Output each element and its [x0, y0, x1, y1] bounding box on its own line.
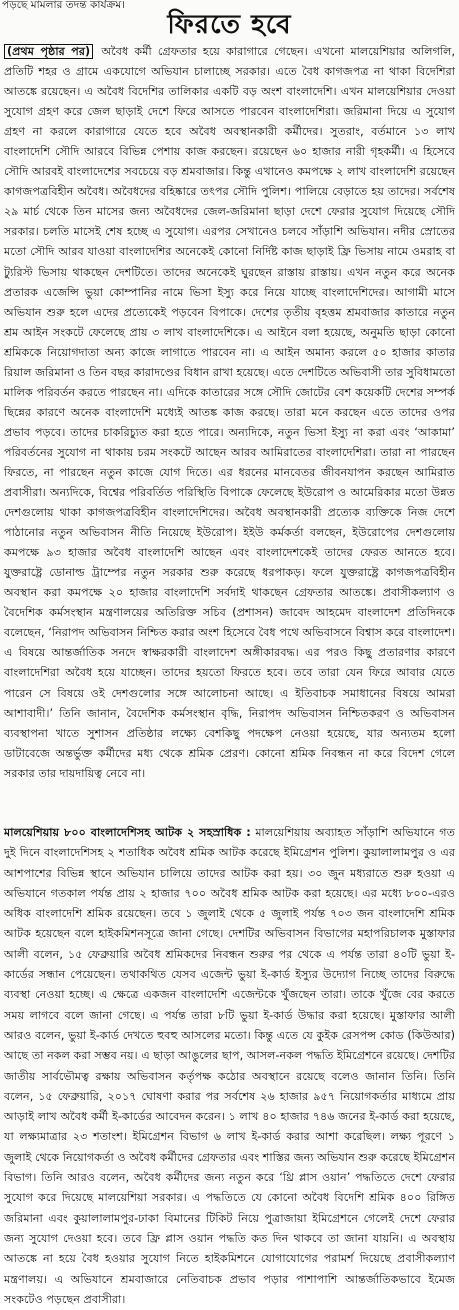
continuation-tag: (প্রথম পৃষ্ঠার পর)	[4, 44, 93, 59]
article-body	[4, 42, 455, 822]
section-text: মালয়েশিয়ায় অব্যাহত সাঁড়াশি অভিযানে গত দুই দিনে বাংলাদেশিসহ ২ শতাধিক অবৈধ শ্রমিক আটক করেছে ইমিগ্রেশন পুলিশ। কুয়ালালামপুর ও এর আশপাশের বিভিন্ন স্থানে অভিযান চালিয়ে তাদের আটক করা হয়। ৩০ জুন মধ্যরাতে শুরু হওয়া এ অভিযানে গতকাল পর্যন্ত প্রায় ২ হাজার ৭০০ অবৈধ শ্রমিক আটক করা হয়েছে। এর মধ্যে ৮০০-এরও অধিক বাংলাদেশি শ্রমিক রয়েছেন। তবে ১ জুলাই থেকে ৫ জুলাই পর্যন্ত ৭০৩ জন বাংলাদেশি শ্রমিক আটক হয়েছেন বলে হাইকমিশনসূত্রে জানা গেছে। দেশটির অভিবাসন বিভাগের মহাপরিচালক মুস্তাফার আলী বলেন, ১৫ ফেব্রুয়ারি অবৈধ শ্রমিকদের নিবন্ধন শুরুর পর থেকে এ পর্যন্ত তারা ৪০টি ভুয়া ই-কার্ডের সন্ধান পেয়েছেন। তথাকথিত যেসব এজেন্ট ভুয়া ই-কার্ড ইস্যুর উদ্যোগ নিচ্ছে তাদের বিরুদ্ধে ব্যবস্থা নেওয়া হচ্ছে। এ ক্ষেত্রে একজন বাংলাদেশি এজেন্টকে খুঁজছেন তারা। তাকে খুঁজে বের করতে সময় লাগবে বলে জানা গেছে। এ পর্যন্ত তারা ৮টি ভুয়া ই-কার্ড উদ্ধার করা হয়েছে। মুস্তাফার আলী আরও বলেন, ভুয়া ই-কার্ড দেখতে হুবহু আসলের মতো। কিন্তু এতে যে কুইক রেসপন্স কোড (কিউআর) আছে তা নকল করা সম্ভব নয়। এ ছাড়া আঙুলের ছাপ, আসল-নকল পদ্ধতি ইমিগ্রেশনে রয়েছে। দেশটির জাতীয় সার্বভৌমত্ব রক্ষায় অভিবাসন কর্তৃপক্ষ কঠোর অবস্থানে রয়েছে বলেও জানান তিনি। তিনি বলেন, ১৫ ফেব্রুয়ারি, ২০১৭ ঘোষণা করার পর সর্বশেষ ২৬ হাজার ৯৫৭ নিয়োগকর্তার মাধ্যমে প্রায় আড়াই লাখ অবৈধ কর্মী ই-কার্ডের আবেদন করেন। ১ লাখ ৪০ হাজার ৭৪৬ জনের ই-কার্ড করা হয়েছে, যা লক্ষ্যমাত্রার ২৩ শতাংশ। ইমিগ্রেশন বিভাগ ৬ লাখ ই-কার্ড করার আশা করেছিল। লক্ষ্য পূরণে ১ জুলাই থেকে নিয়োগকর্তা ও অবৈধ কর্মীদের গ্রেফতার এবং শাস্তির জন্য অভিযান শুরু করেছে ইমিগ্রেশন বিভাগ। তিনি আরও বলেন, অবৈধ কর্মীদের জন্য নতুন করে ‘থ্রি প্লাস ওয়ান’ পদ্ধতিতে দেশে ফেরার সুযোগ করে দিয়েছে মালয়েশিয়া সরকার। এ পদ্ধতিতে যে কোনো অবৈধ বিদেশি শ্রমিক ৪০০ রিঙ্গিত জরিমানা এবং কুয়ালালামপুর-ঢাকা বিমানের টিকিট নিয়ে পুত্রাজায়া ইমিগ্রেশনে গেলেই দেশে ফেরার জন্য সুযোগ দেওয়া হবে। তবে ফ্রি প্লাস ওয়ান পদ্ধতি কত দিন থাকবে তা জানা যায়নি। এ অবস্থায় আতঙ্কে না হয়ে বৈধ হওয়ার সুযোগ নিতে হাইকমিশনে যোগাযোগের পরামর্শ দিয়েছে প্রবাসীকল্যাণ মন্ত্রণালয়। এ অভিযানে শ্রমবাজারে নেতিবাচক প্রভাব পড়ার পাশাপাশি আন্তর্জাতিকভাবে ইমেজ সংকটেও পড়ছেন প্রবাসীরা।	[4, 826, 456, 1306]
previous-article-tail: পড়ছে মামলার তদন্ত কার্যক্রম।	[2, 0, 126, 11]
malaysia-section	[4, 823, 456, 1306]
section-subheading: মালয়েশিয়ায় ৮০০ বাংলাদেশিসহ আটক ২ সহস্রাধিক :	[4, 826, 251, 839]
headline: ফিরতে হবে	[167, 10, 292, 40]
article-text: অবৈধ কর্মী গ্রেফতার হয়ে কারাগারে গেছেন। এখনো মালয়েশিয়ার অলিগলি, প্রতিটি শহর ও গ্রামে একযোগে অভিযান চালাচ্ছে সরকার। এতে বৈধ কাগজপত্র না থাকা বিদেশিরা আতঙ্কে রয়েছেন। এ অবৈধ বিদেশির তালিকার একটি বড় অংশ বাংলাদেশি। এখন মালয়েশিয়ার দেওয়া সুযোগ গ্রহণ করে জেল ছাড়াই দেশে ফিরে আসতে পারবেন বাংলাদেশিরা। জরিমানা দিয়ে এ সুযোগ গ্রহণ না করলে কারাগারে যেতে হবে অবৈধ অবস্থানকারী কর্মীদের। সুতরাং, বর্তমানে ১৩ লাখ বাংলাদেশি সৌদি আরবে বিভিন্ন পেশায় কাজ করছেন। রয়েছেন ৬০ হাজার নারী গৃহকর্মী। এ হিসেবে সৌদি আরবই বাংলাদেশের সবচেয়ে বড় শ্রমবাজার। কিন্তু এখানেও কমপক্ষে ২ লাখ বাংলাদেশি রয়েছেন কাগজপত্রবিহীন অবৈধ। অবৈধদের বহিষ্কারে তৎপর সৌদি পুলিশ। পালিয়ে বেড়াতে হয় তাদের। সর্বশেষ ২৯ মার্চ থেকে তিন মাসের জন্য অবৈধদের জেল-জরিমানা ছাড়া দেশে ফেরার সুযোগ দিয়েছে সৌদি সরকার। চলতি মাসেই শেষ হচ্ছে এ সুযোগ। এরপর সেখানেও চলবে সাঁড়াশি অভিযান। নদীর স্রোতের মতো সৌদি আরব যাওয়া বাংলাদেশির অনেকেই কোনো নির্দিষ্ট কাজ ছাড়াই ফ্রি ভিসায় নামে ওমরাহ বা ট্যুরিস্ট ভিসায় থাকছেন দেশটিতে। তাদের অনেকেই ঘুরছেন রাস্তায় রাস্তায়। এখন নতুন করে অনেক প্রতারক এজেন্সি ভুয়া কোম্পানির নামে ভিসা ইস্যু করে নিয়ে যাচ্ছে বাংলাদেশিদের। আগামী মাসে অভিযান শুরু হলে এদের প্রত্যেকেই পড়বেন বিপাকে। দেশের তৃতীয় বৃহত্তম শ্রমবাজার কাতারে নতুন শ্রম আইন সংকটে ফেলেছে প্রায় ৩ লাখ বাংলাদেশিকে। এ আইনে বলা হয়েছে, অনুমতি ছাড়া কোনো শ্রমিককে নিয়োগদাতা অন্য কাজে লাগাতে পারবেন না। এ আইন অমান্য করলে ৫০ হাজার কাতার রিয়াল জরিমানা ও তিন বছর কারাদণ্ডের বিধান রাখা হয়েছে। এতে দেশটিতে অভিবাসী তার সুবিধামতো মালিক পরিবর্তন করতে পারছেন না। এদিকে কাতারের সঙ্গে সৌদি জোটের বেশ কয়েকটি দেশের সম্পর্ক ছিন্নের কারণে অনেক বাংলাদেশি মধ্যেই আতঙ্ক কাজ করছে। তারা মনে করছেন এতে তাদের ওপর প্রভাব পড়বে। তাদের চাকরিচ্যুত করা হতে পারে। অন্যদিকে, নতুন ভিসা ইস্যু না করা এবং ‘আকামা’ পরিবর্তনের সুযোগ না থাকায় চরম সংকটে আছেন আরব আমিরাতের বাংলাদেশিরা। তারা না পারছেন ফিরতে, না পারছেন নতুন কাজে যোগ দিতে। এর ধরনের মানবেতর জীবনযাপন করছেন আমিরাত প্রবাসীরা। অন্যদিকে, বিশ্বের পরিবর্তিত পরিস্থিতি বিপাকে ফেলেছে ইউরোপ ও আমেরিকার মতো উন্নত দেশগুলোয় থাকা কাগজপত্রবিহীন বাংলাদেশিদের। অবৈধ অবস্থানকারী প্রত্যেক ব্যক্তিকে নিজ দেশে পাঠানোর নতুন অভিবাসন নীতি নিয়েছে ইউরোপ। ইইউ কর্মকর্তা বলছেন, ইউরোপের দেশগুলোয় কমপক্ষে ৯৩ হাজার অবৈধ বাংলাদেশি আছেন এবং বাংলাদেশকেই তাদের ফেরত আনতে হবে। যুক্তরাষ্ট্রে ডোনাল্ড ট্রাম্পের নতুন সরকার শুরু করেছে ধরপাকড়। ফলে যুক্তরাষ্ট্রে কাগজপত্রবিহীন অবস্থান করা কমপক্ষে ২০ হাজার বাংলাদেশি সর্বদাই থাকছেন গ্রেফতার আতঙ্কে। প্রবাসীকল্যাণ ও বৈদেশিক কর্মসংস্থান মন্ত্রণালয়ের অতিরিক্ত সচিব (প্রশাসন) জাবেদ আহমেদ বাংলাদেশ প্রতিদিনকে বলেছেন, ‘নিরাপদ অভিবাসন নিশ্চিত করার অংশ হিসেবে বৈধ পথে অভিবাসনে বিশ্বাস করে বাংলাদেশ। এ বিষয়ে আন্তর্জাতিক সনদে স্বাক্ষরকারী বাংলাদেশ অঙ্গীকারবদ্ধ। এর পরও কিছু প্রতারণার কারণে বাংলাদেশিরা অবৈধ হয়ে যাচ্ছেন। তাদের হয়তো ফিরতে হবে। তবে তারা যেন ফিরে আবার যেতে পারেন সে বিষয়ে ওই দেশগুলোর সঙ্গে আলোচনা আছে। এ ইতিবাচক সমাধানের বিষয়ে আমরা আশাবাদী।’ তিনি জানান, বৈদেশিক কর্মসংস্থান বৃদ্ধি, নিরাপদ অভিবাসন নিশ্চিতকরণ ও অভিবাসন ব্যবস্থাপনা খাতে সুশাসন প্রতিষ্ঠার লক্ষ্যে বেশকিছু পদক্ষেপ নেওয়া হয়েছে, যার অন্যতম হলো ডাটাবেজে অন্তর্ভুক্ত কর্মীদের মধ্য থেকে শ্রমিক প্রেরণ। কোনো শ্রমিক নিবন্ধন না করে বিদেশ গেলে সরকার তার দায়দায়িত্ব নেবে না।	[4, 45, 456, 780]
